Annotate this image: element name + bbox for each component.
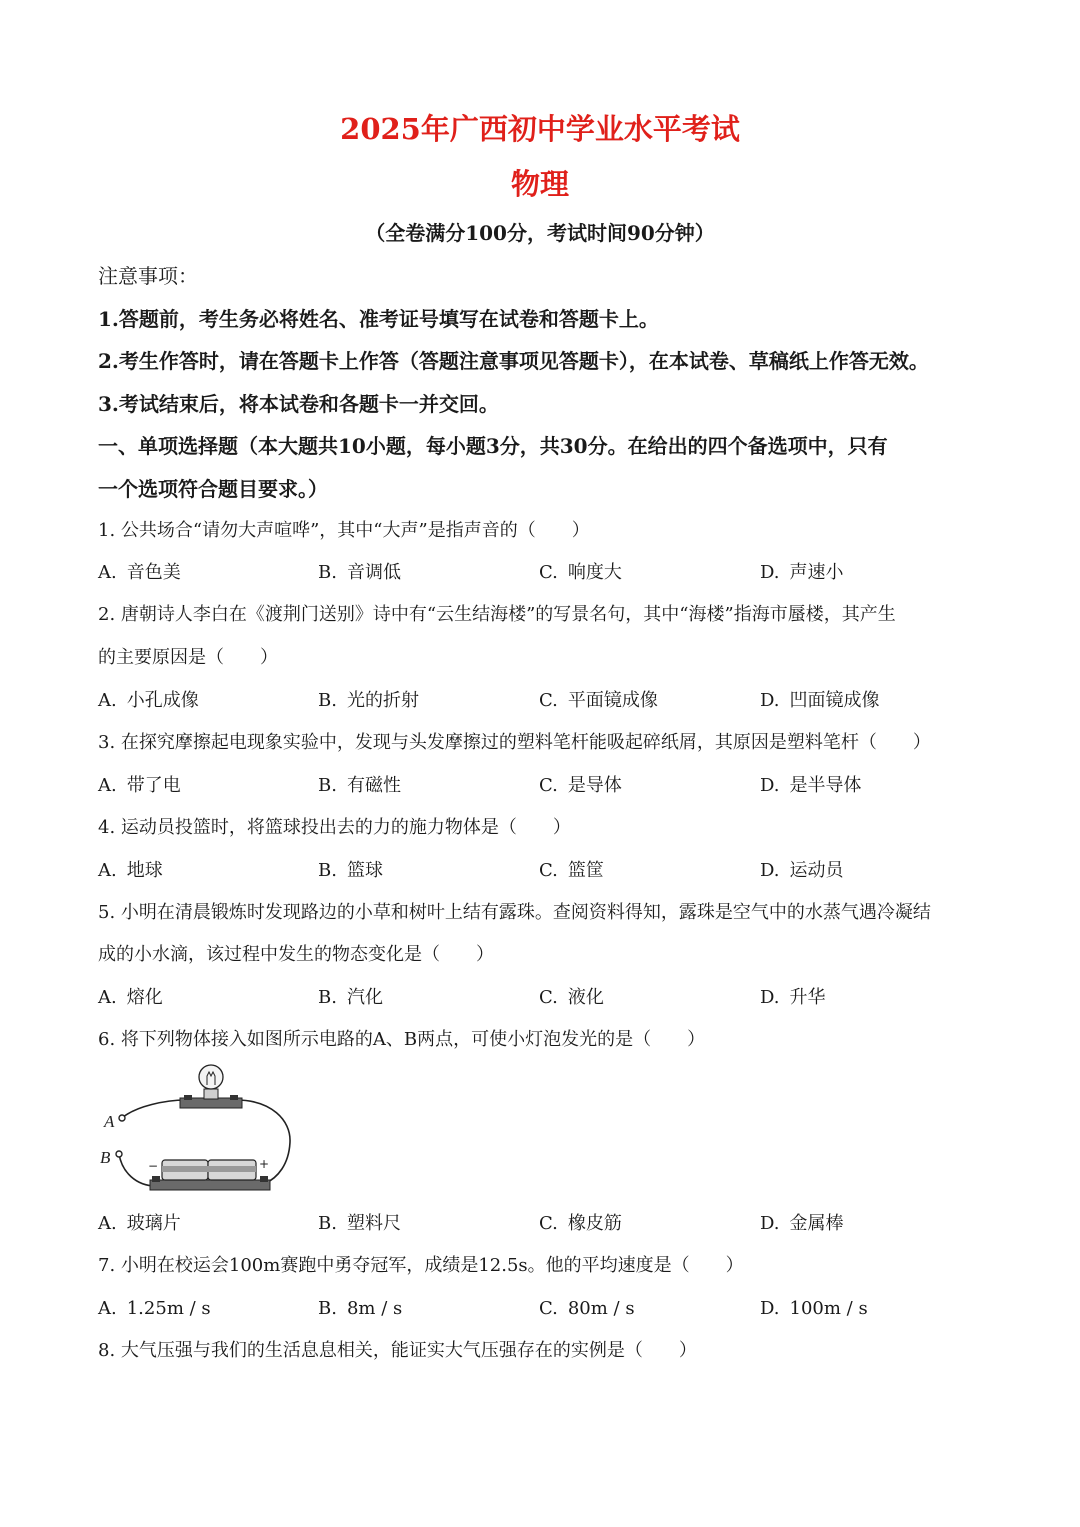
option-letter: B.	[318, 562, 337, 583]
option-a	[98, 772, 181, 800]
option-letter: D.	[760, 1298, 780, 1319]
terminal-a-label: A	[104, 1112, 115, 1131]
terminal-b	[116, 1151, 122, 1157]
option-a	[98, 857, 163, 885]
option-d	[760, 687, 880, 715]
question-3-options	[98, 772, 988, 800]
option-text: 篮筐	[567, 860, 604, 881]
question-2-options	[98, 687, 988, 715]
option-letter: C.	[539, 775, 558, 796]
option-a	[98, 687, 199, 715]
option-text: 有磁性	[346, 775, 401, 796]
minus-label: −	[148, 1159, 159, 1173]
option-b	[318, 857, 383, 885]
cell-1-band	[162, 1166, 208, 1172]
option-letter: D.	[760, 690, 780, 711]
question-5-stem-cont: 成的小水滴，该过程中发生的物态变化是（ ）	[98, 944, 494, 965]
option-letter: B.	[318, 690, 337, 711]
option-letter: D.	[760, 775, 780, 796]
cell-2-band	[208, 1166, 256, 1172]
option-letter: B.	[318, 860, 337, 881]
notice-item: 2.考生作答时，请在答题卡上作答（答题注意事项见答题卡），在本试卷、草稿纸上作答无效。	[98, 349, 929, 373]
option-letter: C.	[539, 1213, 558, 1234]
question-6-stem: 6. 将下列物体接入如图所示电路的A、B两点，可使小灯泡发光的是（ ）	[98, 1029, 706, 1050]
wire-a-to-lamp	[122, 1100, 186, 1118]
option-d	[760, 984, 826, 1012]
option-text: 音色美	[126, 562, 181, 583]
exam-title: 2025年广西初中学业水平考试	[340, 112, 740, 146]
option-text: 100m / s	[789, 1298, 868, 1319]
option-letter: A.	[98, 1213, 117, 1234]
exam-info: （全卷满分100分，考试时间90分钟）	[365, 221, 715, 245]
question-3-stem: 3. 在探究摩擦起电现象实验中，发现与头发摩擦过的塑料笔杆能吸起碎纸屑，其原因是塑料笔杆（ ）	[98, 732, 931, 753]
option-text: 金属棒	[789, 1213, 844, 1234]
option-text: 汽化	[346, 987, 383, 1008]
option-d	[760, 1295, 868, 1323]
option-letter: A.	[98, 860, 117, 881]
notice-heading: 注意事项：	[98, 264, 198, 288]
option-b	[318, 559, 401, 587]
plus-label: +	[259, 1157, 270, 1171]
notice-item: 1.答题前，考生务必将姓名、准考证号填写在试卷和答题卡上。	[98, 307, 659, 331]
option-d	[760, 772, 862, 800]
battery-terminal-left	[152, 1176, 160, 1182]
option-text: 塑料尺	[346, 1213, 401, 1234]
option-text: 运动员	[789, 860, 844, 881]
option-text: 熔化	[126, 987, 163, 1008]
notice-item: 3.考试结束后，将本试卷和各题卡一并交回。	[98, 392, 499, 416]
option-d	[760, 1210, 844, 1238]
option-c	[539, 559, 622, 587]
option-a	[98, 984, 163, 1012]
circuit-diagram	[96, 1060, 296, 1202]
option-letter: C.	[539, 690, 558, 711]
option-text: 玻璃片	[126, 1213, 181, 1234]
question-1-stem: 1. 公共场合“请勿大声喧哗”，其中“大声”是指声音的（ ）	[98, 520, 590, 541]
option-letter: C.	[539, 860, 558, 881]
question-7-stem: 7. 小明在校运会100m赛跑中勇夺冠军，成绩是12.5s。他的平均速度是（ ）	[98, 1255, 744, 1276]
option-letter: A.	[98, 562, 117, 583]
option-text: 地球	[126, 860, 163, 881]
option-letter: C.	[539, 987, 558, 1008]
option-letter: C.	[539, 1298, 558, 1319]
option-letter: B.	[318, 1298, 337, 1319]
option-text: 音调低	[346, 562, 401, 583]
option-text: 8m / s	[346, 1298, 403, 1319]
question-5-stem: 5. 小明在清晨锻炼时发现路边的小草和树叶上结有露珠。查阅资料得知，露珠是空气中的水蒸气遇冷凝结	[98, 902, 931, 923]
option-c	[539, 772, 622, 800]
option-text: 橡皮筋	[567, 1213, 622, 1234]
option-letter: D.	[760, 860, 780, 881]
option-a	[98, 559, 181, 587]
option-b	[318, 1210, 401, 1238]
option-letter: B.	[318, 775, 337, 796]
question-1-options	[98, 559, 988, 587]
question-2-stem-cont: 的主要原因是（ ）	[98, 647, 278, 668]
option-c	[539, 1295, 635, 1323]
option-letter: D.	[760, 987, 780, 1008]
option-letter: A.	[98, 775, 117, 796]
option-text: 80m / s	[567, 1298, 635, 1319]
lamp-terminal-right	[230, 1095, 238, 1100]
option-text: 升华	[789, 987, 826, 1008]
option-text: 凹面镜成像	[789, 690, 880, 711]
option-d	[760, 559, 844, 587]
option-text: 是半导体	[789, 775, 862, 796]
question-7-options	[98, 1295, 988, 1323]
option-letter: C.	[539, 562, 558, 583]
option-b	[318, 772, 401, 800]
battery-terminal-right	[260, 1176, 268, 1182]
option-letter: A.	[98, 690, 117, 711]
subject-title: 物理	[510, 167, 569, 201]
option-b	[318, 687, 419, 715]
option-a	[98, 1295, 211, 1323]
option-letter: A.	[98, 1298, 117, 1319]
option-c	[539, 984, 604, 1012]
question-4-stem: 4. 运动员投篮时，将篮球投出去的力的施力物体是（ ）	[98, 817, 571, 838]
option-a	[98, 1210, 181, 1238]
option-b	[318, 984, 383, 1012]
question-4-options	[98, 857, 988, 885]
option-text: 1.25m / s	[126, 1298, 211, 1319]
option-text: 声速小	[789, 562, 844, 583]
option-text: 小孔成像	[126, 690, 199, 711]
option-text: 响度大	[567, 562, 622, 583]
option-c	[539, 857, 604, 885]
terminal-b-label: B	[100, 1148, 111, 1167]
question-2-stem: 2. 唐朝诗人李白在《渡荆门送别》诗中有“云生结海楼”的写景名句，其中“海楼”指海市蜃楼，其产生	[98, 604, 896, 625]
option-c	[539, 1210, 622, 1238]
option-text: 带了电	[126, 775, 181, 796]
battery-holder	[150, 1180, 270, 1190]
option-text: 篮球	[346, 860, 383, 881]
lamp-terminal-left	[184, 1095, 192, 1100]
section-heading-cont: 一个选项符合题目要求。）	[98, 477, 328, 501]
option-text: 液化	[567, 987, 604, 1008]
option-letter: A.	[98, 987, 117, 1008]
option-letter: B.	[318, 987, 337, 1008]
option-letter: D.	[760, 562, 780, 583]
section-heading: 一、单项选择题（本大题共10小题，每小题3分，共30分。在给出的四个备选项中，只有	[98, 434, 888, 458]
lamp-socket	[204, 1089, 218, 1099]
option-d	[760, 857, 844, 885]
terminal-a	[119, 1115, 125, 1121]
question-8-stem: 8. 大气压强与我们的生活息息相关，能证实大气压强存在的实例是（ ）	[98, 1340, 697, 1361]
option-text: 是导体	[567, 775, 622, 796]
option-c	[539, 687, 658, 715]
option-letter: D.	[760, 1213, 780, 1234]
option-letter: B.	[318, 1213, 337, 1234]
option-b	[318, 1295, 402, 1323]
question-5-options	[98, 984, 988, 1012]
option-text: 光的折射	[346, 690, 419, 711]
option-text: 平面镜成像	[567, 690, 658, 711]
question-6-options	[98, 1210, 988, 1238]
